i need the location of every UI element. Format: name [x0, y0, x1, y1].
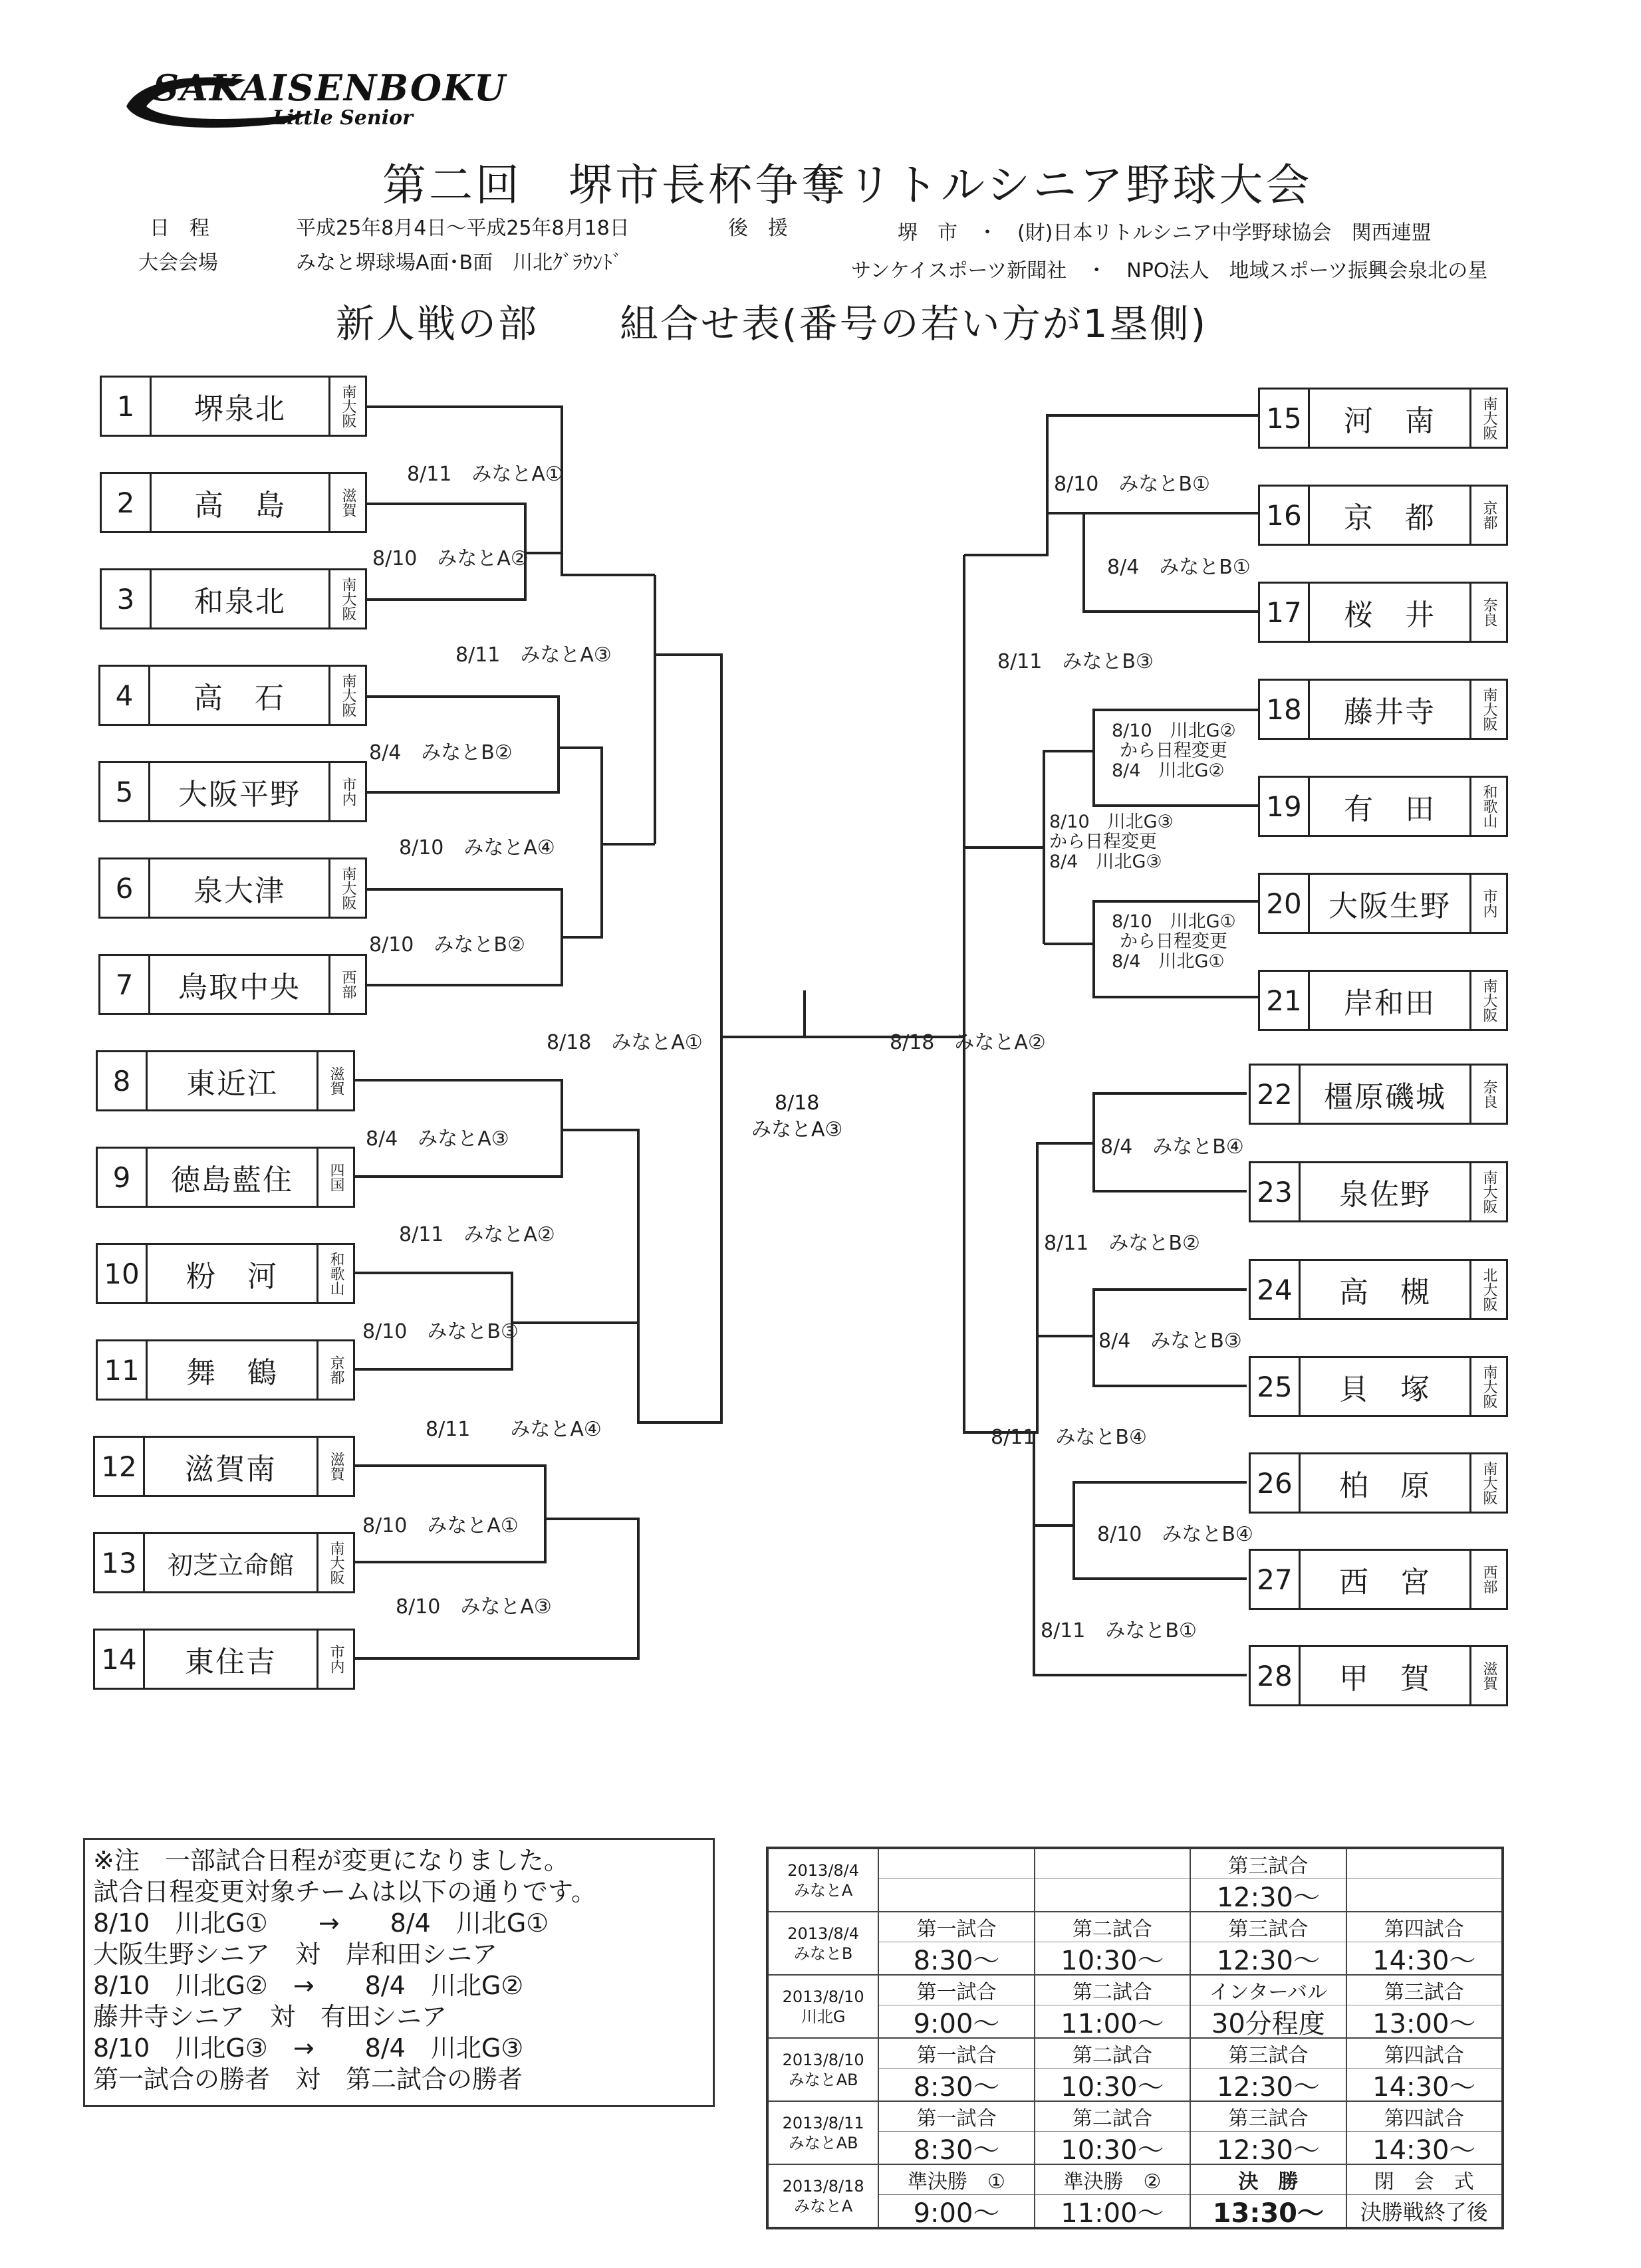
schedule-cell — [878, 2101, 1034, 2164]
game-name: 第四試合 — [1347, 2102, 1501, 2132]
team-26 — [1249, 1452, 1508, 1514]
team-number: 20 — [1260, 875, 1310, 932]
game-time: 13:30～ — [1212, 2198, 1325, 2229]
schedule-cell — [878, 1848, 1034, 1912]
game-name: 準決勝 ① — [879, 2165, 1033, 2195]
team-number: 1 — [102, 378, 152, 435]
team-region: 市内 — [1469, 875, 1506, 932]
team-name: 東住吉 — [185, 1645, 277, 1679]
team-region: 南大阪 — [1469, 972, 1506, 1029]
schedule-date: 2013/8/10 — [782, 1987, 864, 2006]
game-name: 第二試合 — [1035, 1912, 1190, 1942]
game-time: 11:00～ — [1061, 2008, 1164, 2039]
schedule-date-cell — [767, 1848, 878, 1912]
team-region: 奈良 — [1469, 584, 1506, 641]
note-line: 試合日程変更対象チームは以下の通りです。 — [93, 1877, 596, 1906]
team-region: 奈良 — [1469, 1066, 1506, 1123]
game-label — [1049, 812, 1174, 872]
team-7 — [98, 954, 367, 1015]
game-label: 8/11 みなとB③ — [997, 650, 1154, 673]
game-time: 30分程度 — [1211, 2008, 1325, 2039]
game-name: 第三試合 — [1191, 2102, 1345, 2132]
game-name: 閉 会 式 — [1347, 2165, 1501, 2195]
note-line: 第一試合の勝者 対 第二試合の勝者 — [93, 2065, 523, 2094]
schedule-date: 2013/8/11 — [782, 2113, 864, 2132]
schedule-cell — [1346, 2101, 1503, 2164]
game-label: 8/11 みなとB② — [1044, 1232, 1200, 1255]
game-name: 第二試合 — [1035, 1976, 1190, 2005]
game-label: 8/4 みなとA③ — [366, 1127, 509, 1151]
schedule-date-cell — [767, 1975, 878, 2038]
team-region: 南大阪 — [1469, 1358, 1506, 1415]
game-name: 第一試合 — [879, 2102, 1033, 2132]
game-time: 14:30～ — [1372, 1945, 1476, 1976]
schedule-cell — [1190, 1975, 1346, 2038]
team-region: 南大阪 — [316, 1534, 353, 1591]
game-name: 第二試合 — [1035, 2039, 1190, 2069]
team-name: 徳島藍住 — [171, 1163, 293, 1197]
team-region: 四国 — [316, 1149, 353, 1206]
schedule-cell — [1035, 2101, 1190, 2164]
team-name: 東近江 — [186, 1067, 278, 1101]
team-region: 滋賀 — [316, 1052, 353, 1109]
team-name: 河 南 — [1344, 404, 1436, 438]
team-region: 市内 — [328, 763, 365, 820]
team-9 — [96, 1147, 355, 1208]
table-row — [767, 1848, 1503, 1912]
team-25 — [1249, 1356, 1508, 1417]
game-name: インターバル — [1191, 1976, 1345, 2005]
logo-subtext: Little Senior — [273, 106, 413, 130]
game-time: 13:00～ — [1372, 2008, 1476, 2039]
note-line: ※注 一部試合日程が変更になりました。 — [93, 1846, 569, 1875]
team-number: 7 — [100, 956, 150, 1013]
team-1 — [100, 376, 367, 437]
team-region: 南大阪 — [1469, 681, 1506, 738]
game-label: 8/10 みなとA② — [372, 547, 529, 570]
game-time: 10:30～ — [1061, 2134, 1164, 2166]
support-line1: 堺 市 ・ (財)日本リトルシニア中学野球協会 関西連盟 — [898, 221, 1432, 245]
team-name: 泉大津 — [193, 874, 285, 908]
team-name: 粉 河 — [186, 1260, 278, 1294]
game-name: 第一試合 — [879, 1976, 1033, 2005]
game-label-line: 8/10 川北G③ — [1049, 812, 1174, 832]
game-label-line: から日程変更 — [1120, 931, 1227, 952]
team-region: 和歌山 — [316, 1245, 353, 1302]
schedule-cell — [878, 1912, 1034, 1975]
team-name: 和泉北 — [194, 585, 286, 619]
schedule-date: 2013/8/10 — [782, 2050, 864, 2069]
game-name: 第二試合 — [1035, 2102, 1190, 2132]
team-3 — [100, 568, 367, 629]
game-label: 8/10 みなとB② — [369, 933, 525, 957]
team-region: 南大阪 — [328, 667, 365, 724]
team-name: 高 島 — [194, 489, 286, 522]
game-label-line: 8/4 川北G① — [1112, 951, 1225, 972]
game-time: 14:30～ — [1372, 2134, 1476, 2166]
game-time: 9:00～ — [913, 2008, 1000, 2039]
game-label-line: から日程変更 — [1120, 740, 1227, 761]
game-label: 8/10 みなとB③ — [362, 1320, 519, 1343]
team-region: 滋賀 — [328, 474, 365, 531]
game-time: 12:30～ — [1216, 2134, 1320, 2166]
team-name: 有 田 — [1344, 792, 1436, 826]
game-time — [1347, 1879, 1501, 1911]
final-game-label — [751, 1090, 842, 1143]
team-region: 北大阪 — [1469, 1261, 1506, 1318]
team-number: 10 — [98, 1245, 148, 1302]
team-number: 16 — [1260, 487, 1310, 544]
team-21 — [1258, 970, 1508, 1031]
schedule-cell — [1190, 1912, 1346, 1975]
team-region: 市内 — [316, 1631, 353, 1688]
game-label: 8/4 みなとB④ — [1100, 1135, 1244, 1159]
table-row — [767, 2038, 1503, 2101]
team-name: 堺泉北 — [194, 392, 286, 426]
team-number: 26 — [1251, 1454, 1301, 1512]
team-5 — [98, 761, 367, 822]
game-name: 決 勝 — [1191, 2165, 1345, 2195]
team-19 — [1258, 776, 1508, 837]
team-name: 初芝立命館 — [167, 1550, 294, 1580]
team-13 — [93, 1532, 355, 1593]
game-label-line: 8/10 川北G① — [1112, 911, 1236, 932]
team-name: 岸和田 — [1344, 986, 1436, 1020]
team-region: 南大阪 — [328, 859, 365, 917]
note-line: 8/10 川北G① → 8/4 川北G① — [93, 1908, 549, 1938]
team-region: 和歌山 — [1469, 778, 1506, 835]
game-name: 第四試合 — [1347, 1912, 1501, 1942]
team-number: 13 — [95, 1534, 145, 1591]
team-region: 京都 — [1469, 487, 1506, 544]
schedule-cell — [1190, 1848, 1346, 1912]
team-number: 15 — [1260, 390, 1310, 447]
schedule-date: 2013/8/18 — [782, 2176, 864, 2196]
team-name: 舞 鶴 — [186, 1356, 278, 1390]
team-number: 25 — [1251, 1358, 1301, 1415]
team-number: 24 — [1251, 1261, 1301, 1318]
team-number: 23 — [1251, 1163, 1301, 1220]
schedule-venue: みなとA — [793, 1880, 853, 1900]
table-row — [767, 1912, 1503, 1975]
team-name: 柏 原 — [1339, 1469, 1431, 1503]
schedule-cell — [1035, 2038, 1190, 2101]
team-number: 14 — [95, 1631, 145, 1688]
game-label — [1112, 912, 1236, 972]
table-row — [767, 2101, 1503, 2164]
team-number: 12 — [95, 1438, 145, 1495]
schedule-date-cell — [767, 2038, 878, 2101]
schedule-date-cell — [767, 2164, 878, 2228]
game-label: 8/11 みなとA③ — [455, 643, 612, 667]
team-region: 滋賀 — [316, 1438, 353, 1495]
match-schedule-table — [766, 1847, 1504, 2229]
schedule-label: 日 程 — [150, 217, 209, 240]
schedule-date: 2013/8/4 — [787, 1924, 860, 1943]
team-10 — [96, 1243, 355, 1304]
team-name: 大阪平野 — [178, 778, 301, 812]
team-region: 西部 — [328, 956, 365, 1013]
team-region: 南大阪 — [1469, 1163, 1506, 1220]
game-name — [1347, 1849, 1501, 1879]
game-time: 8:30～ — [913, 2071, 1000, 2102]
game-time: 10:30～ — [1061, 2071, 1164, 2102]
team-name: 高 槻 — [1339, 1276, 1431, 1309]
team-8 — [96, 1050, 355, 1111]
team-16 — [1258, 485, 1508, 546]
game-label: 8/11 みなとB① — [1041, 1619, 1197, 1643]
schedule-cell — [1346, 1912, 1503, 1975]
schedule-cell — [1346, 2164, 1503, 2228]
game-label-line: 8/10 川北G② — [1112, 721, 1236, 741]
schedule-cell — [1190, 2164, 1346, 2228]
game-label: 8/11 みなとA④ — [426, 1418, 602, 1441]
game-time: 12:30～ — [1216, 1882, 1320, 1913]
game-time: 14:30～ — [1372, 2071, 1476, 2102]
note-line: 8/10 川北G③ → 8/4 川北G③ — [93, 2033, 524, 2063]
team-23 — [1249, 1161, 1508, 1222]
team-number: 8 — [98, 1052, 148, 1109]
team-15 — [1258, 388, 1508, 449]
team-27 — [1249, 1549, 1508, 1610]
schedule-cell — [878, 2164, 1034, 2228]
schedule-cell — [1346, 1975, 1503, 2038]
game-time: 決勝戦終了後 — [1360, 2200, 1488, 2225]
team-number: 27 — [1251, 1551, 1301, 1608]
team-number: 17 — [1260, 584, 1310, 641]
schedule-cell — [1190, 2101, 1346, 2164]
team-14 — [93, 1629, 355, 1690]
game-name: 準決勝 ② — [1035, 2165, 1190, 2195]
game-label: 8/4 みなとB① — [1107, 556, 1251, 579]
schedule-date: 2013/8/4 — [787, 1861, 860, 1880]
team-name: 桜 井 — [1344, 598, 1436, 632]
team-number: 9 — [98, 1149, 148, 1206]
schedule-cell — [1190, 2038, 1346, 2101]
team-name: 西 宮 — [1339, 1565, 1431, 1599]
team-name: 鳥取中央 — [178, 970, 301, 1004]
support-line2: サンケイスポーツ新聞社 ・ NPO法人 地域スポーツ振興会泉北の星 — [851, 259, 1488, 283]
schedule-cell — [878, 2038, 1034, 2101]
team-number: 3 — [102, 570, 152, 627]
team-name: 貝 塚 — [1339, 1373, 1431, 1407]
team-24 — [1249, 1259, 1508, 1320]
team-name: 高 石 — [193, 681, 285, 715]
schedule-change-note — [83, 1838, 715, 2107]
game-time: 12:30～ — [1216, 1945, 1320, 1976]
team-number: 21 — [1260, 972, 1310, 1029]
team-number: 18 — [1260, 681, 1310, 738]
team-number: 5 — [100, 763, 150, 820]
team-name: 大阪生野 — [1328, 889, 1451, 923]
schedule-cell — [878, 1975, 1034, 2038]
team-number: 11 — [98, 1341, 148, 1399]
page-subtitle: 新人戦の部 組合せ表(番号の若い方が1塁側) — [336, 301, 1208, 346]
game-label: 8/18 みなとA② — [890, 1031, 1046, 1054]
game-label: 8/10 みなとB① — [1054, 473, 1210, 496]
game-time: 11:00～ — [1061, 2198, 1164, 2229]
team-11 — [96, 1339, 355, 1401]
final-date: 8/18 — [775, 1091, 820, 1115]
game-label-line: から日程変更 — [1049, 832, 1157, 852]
team-17 — [1258, 582, 1508, 643]
schedule-cell — [1035, 1848, 1190, 1912]
team-number: 19 — [1260, 778, 1310, 835]
note-line: 8/10 川北G② → 8/4 川北G② — [93, 1971, 524, 2000]
game-name: 第一試合 — [879, 2039, 1033, 2069]
schedule-cell — [1035, 1975, 1190, 2038]
team-region: 京都 — [316, 1341, 353, 1399]
schedule-value: 平成25年8月4日～平成25年8月18日 — [296, 217, 630, 240]
page-title: 第二回 堺市長杯争奪リトルシニア野球大会 — [382, 160, 1313, 211]
note-line: 藤井寺シニア 対 有田シニア — [93, 2002, 447, 2031]
team-region: 南大阪 — [1469, 390, 1506, 447]
game-label-line: 8/4 川北G③ — [1049, 851, 1162, 872]
game-label: 8/10 みなとA④ — [399, 836, 555, 859]
game-label: 8/10 みなとA③ — [396, 1595, 552, 1619]
schedule-cell — [1346, 1848, 1503, 1912]
team-name: 橿原磯城 — [1324, 1080, 1446, 1114]
game-label: 8/11 みなとA② — [399, 1223, 555, 1246]
team-4 — [98, 665, 367, 726]
game-name: 第三試合 — [1191, 1849, 1345, 1879]
game-label: 8/10 みなとB④ — [1097, 1523, 1253, 1546]
team-region: 滋賀 — [1469, 1647, 1506, 1704]
team-number: 28 — [1251, 1647, 1301, 1704]
team-number: 6 — [100, 859, 150, 917]
table-row — [767, 2164, 1503, 2228]
schedule-cell — [1346, 2038, 1503, 2101]
game-name: 第三試合 — [1191, 1912, 1345, 1942]
team-name: 甲 賀 — [1339, 1662, 1431, 1696]
game-label: 8/11 みなとA① — [407, 463, 563, 486]
schedule-date-cell — [767, 1912, 878, 1975]
game-name: 第三試合 — [1347, 1976, 1501, 2005]
venue-label: 大会会場 — [138, 251, 218, 275]
game-time — [879, 1879, 1033, 1911]
logo-text: SAKAISENBOKU — [153, 66, 507, 109]
team-region: 西部 — [1469, 1551, 1506, 1608]
schedule-date-cell — [767, 2101, 878, 2164]
game-time — [1035, 1879, 1190, 1911]
game-time: 10:30～ — [1061, 1945, 1164, 1976]
schedule-venue: みなとAB — [788, 2070, 858, 2089]
game-name: 第四試合 — [1347, 2039, 1501, 2069]
support-label: 後 援 — [728, 217, 788, 240]
game-label: 8/10 みなとA① — [362, 1514, 519, 1537]
team-name: 藤井寺 — [1344, 695, 1436, 729]
table-row — [767, 1975, 1503, 2038]
team-region: 南大阪 — [328, 570, 365, 627]
team-number: 2 — [102, 474, 152, 531]
team-name: 滋賀南 — [185, 1452, 277, 1486]
team-name: 京 都 — [1344, 501, 1436, 535]
team-22 — [1249, 1064, 1508, 1125]
team-region: 南大阪 — [1469, 1454, 1506, 1512]
schedule-venue: 川北G — [801, 2007, 846, 2026]
schedule-venue: みなとAB — [788, 2133, 858, 2152]
team-18 — [1258, 679, 1508, 740]
team-number: 4 — [100, 667, 150, 724]
game-name: 第一試合 — [879, 1912, 1033, 1942]
team-20 — [1258, 873, 1508, 934]
final-venue: みなとA③ — [751, 1118, 843, 1141]
game-label-line: 8/4 川北G② — [1112, 760, 1225, 781]
game-label: 8/11 みなとB④ — [991, 1426, 1147, 1449]
game-label: 8/4 みなとB③ — [1098, 1329, 1242, 1353]
team-name: 泉佐野 — [1339, 1178, 1431, 1212]
game-name — [1035, 1849, 1190, 1879]
game-name: 第三試合 — [1191, 2039, 1345, 2069]
game-time: 8:30～ — [913, 2134, 1000, 2166]
schedule-cell — [1035, 1912, 1190, 1975]
game-time: 9:00～ — [913, 2198, 1000, 2229]
game-name — [879, 1849, 1033, 1879]
schedule-venue: みなとB — [793, 1944, 853, 1963]
team-6 — [98, 857, 367, 919]
game-time: 8:30～ — [913, 1945, 1000, 1976]
game-label — [1112, 721, 1236, 781]
team-region: 南大阪 — [328, 378, 365, 435]
note-line: 大阪生野シニア 対 岸和田シニア — [93, 1940, 498, 1969]
schedule-venue: みなとA — [793, 2196, 853, 2215]
team-number: 22 — [1251, 1066, 1301, 1123]
game-label: 8/18 みなとA① — [547, 1031, 703, 1054]
game-time: 12:30～ — [1216, 2071, 1320, 2102]
team-12 — [93, 1436, 355, 1497]
venue-value: みなと堺球場A面･B面 川北ｸﾞﾗｳﾝﾄﾞ — [296, 251, 623, 275]
team-2 — [100, 472, 367, 533]
team-28 — [1249, 1645, 1508, 1706]
game-label: 8/4 みなとB② — [369, 741, 513, 764]
schedule-cell — [1035, 2164, 1190, 2228]
